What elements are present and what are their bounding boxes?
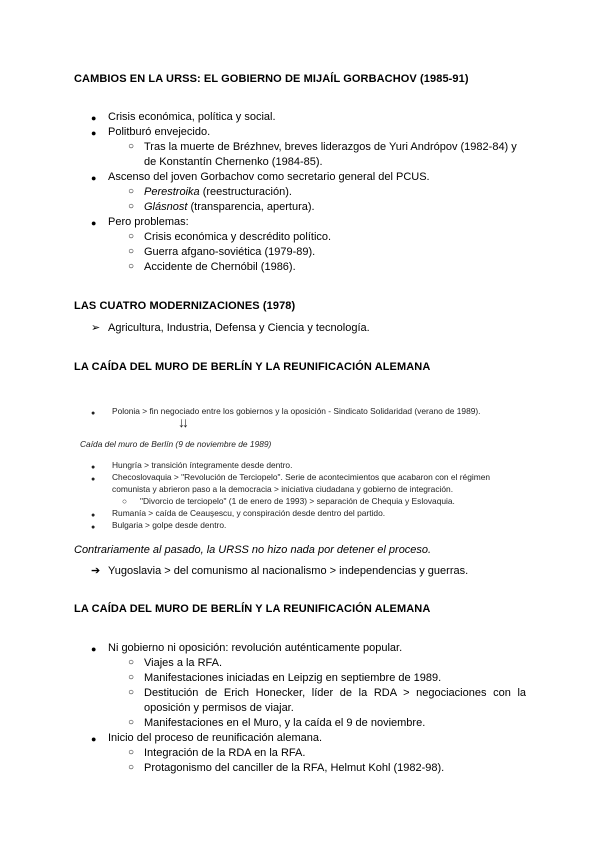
- list-item: Ascenso del joven Gorbachov como secretario general del PCUS.: [108, 171, 430, 183]
- scan-polonia: Polonia > fin negociado entre los gobiernos y la oposición - Sindicato Solidaridad (verano de 1989).: [112, 406, 481, 416]
- scan-rumania: Rumanía > caída de Ceaușescu, y conspiración desde dentro del partido.: [112, 508, 386, 518]
- perestroika-term: Perestroika: [144, 186, 200, 198]
- section-1-title: CAMBIOS EN LA URSS: EL GOBIERNO DE MIJAÍL GORBACHOV (1985-91): [74, 73, 469, 85]
- bullet-icon: ●: [91, 464, 96, 471]
- arrow-right-icon: ➔: [91, 565, 101, 577]
- sub-item: Manifestaciones iniciadas en Leipzig en septiembre de 1989.: [144, 672, 442, 684]
- note-text: Contrariamente al pasado, la URSS no hizo nada por detener el proceso.: [74, 544, 432, 556]
- list-item: Crisis económica, política y social.: [108, 111, 276, 123]
- sub-item: Integración de la RDA en la RFA.: [144, 747, 306, 759]
- bullet-icon: ●: [91, 512, 96, 519]
- scan-checo-continuation: comunista y abrieron paso a la democracia > iniciativa ciudadana y gobierno de integración.: [112, 484, 454, 494]
- bullet-icon: ●: [91, 644, 97, 654]
- sub-item: Protagonismo del canciller de la RFA, Helmut Kohl (1982-98).: [144, 762, 445, 774]
- perestroika-meaning: (reestructuración).: [199, 186, 292, 198]
- list-item: Pero problemas:: [108, 216, 189, 228]
- arrow-bullet-icon: ➢: [91, 322, 101, 334]
- sub-item: Manifestaciones en el Muro, y la caída el 9 de noviembre.: [144, 717, 426, 729]
- bullet-icon: ●: [91, 128, 97, 138]
- glasnost-term: Glásnost: [144, 201, 188, 213]
- sub-item: Crisis económica y descrédito político.: [144, 231, 332, 243]
- sub-item: Viajes a la RFA.: [144, 657, 223, 669]
- scan-bulgaria: Bulgaria > golpe desde dentro.: [112, 520, 227, 530]
- list-item: Politburó envejecido.: [108, 126, 211, 138]
- list-item: Yugoslavia > del comunismo al nacionalismo > independencias y guerras.: [108, 565, 469, 577]
- section-2-title: LAS CUATRO MODERNIZACIONES (1978): [74, 300, 296, 312]
- scan-checo-sub: "Divorcio de terciopelo" (1 de enero de 1993) > separación de Chequia y Eslovaquia.: [140, 496, 455, 506]
- section-4-title: LA CAÍDA DEL MURO DE BERLÍN Y LA REUNIFICACIÓN ALEMANA: [74, 603, 431, 615]
- down-arrows-icon: ↓↓: [178, 414, 186, 430]
- circle-bullet-icon: ○: [128, 687, 135, 698]
- bullet-icon: ●: [91, 410, 96, 417]
- bullet-icon: ●: [91, 173, 97, 183]
- bullet-icon: ●: [91, 734, 97, 744]
- sub-item: [144, 185, 292, 200]
- sub-item: [144, 200, 315, 215]
- circle-bullet-icon: ○: [128, 657, 135, 668]
- list-item: Ni gobierno ni oposición: revolución auténticamente popular.: [108, 642, 403, 654]
- bullet-icon: ●: [91, 218, 97, 228]
- circle-bullet-icon: ○: [128, 201, 135, 212]
- circle-bullet-icon: ○: [128, 747, 135, 758]
- sub-item-continuation: oposición y permisos de viajar.: [144, 702, 294, 714]
- circle-bullet-icon: ○: [128, 246, 135, 257]
- circle-bullet-icon: ○: [128, 186, 135, 197]
- scan-hungria: Hungría > transición íntegramente desde dentro.: [112, 460, 293, 470]
- glasnost-meaning: (transparencia, apertura).: [187, 201, 315, 213]
- list-item: Inicio del proceso de reunificación alemana.: [108, 732, 323, 744]
- sub-item: Accidente de Chernóbil (1986).: [144, 261, 296, 273]
- circle-bullet-icon: ○: [122, 496, 128, 506]
- circle-bullet-icon: ○: [128, 261, 135, 272]
- scan-caida: Caída del muro de Berlín (9 de noviembre de 1989): [80, 439, 272, 449]
- scan-checo: Checoslovaquia > "Revolución de Terciopelo". Serie de acontecimientos que acabaron con el régimen: [112, 472, 491, 482]
- list-item: Agricultura, Industria, Defensa y Ciencia y tecnología.: [108, 322, 370, 334]
- bullet-icon: ●: [91, 476, 96, 483]
- sub-item: Guerra afgano-soviética (1979-89).: [144, 246, 316, 258]
- sub-item-continuation: de Konstantín Chernenko (1984-85).: [144, 156, 323, 168]
- sub-item: Destitución de Erich Honecker, líder de la RDA > negociaciones con la: [144, 687, 526, 699]
- bullet-icon: ●: [91, 113, 97, 123]
- circle-bullet-icon: ○: [128, 762, 135, 773]
- circle-bullet-icon: ○: [128, 231, 135, 242]
- section-3-title: LA CAÍDA DEL MURO DE BERLÍN Y LA REUNIFICACIÓN ALEMANA: [74, 361, 431, 373]
- circle-bullet-icon: ○: [128, 717, 135, 728]
- circle-bullet-icon: ○: [128, 672, 135, 683]
- sub-item: Tras la muerte de Brézhnev, breves liderazgos de Yuri Andrópov (1982-84) y: [144, 141, 517, 153]
- circle-bullet-icon: ○: [128, 141, 135, 152]
- bullet-icon: ●: [91, 524, 96, 531]
